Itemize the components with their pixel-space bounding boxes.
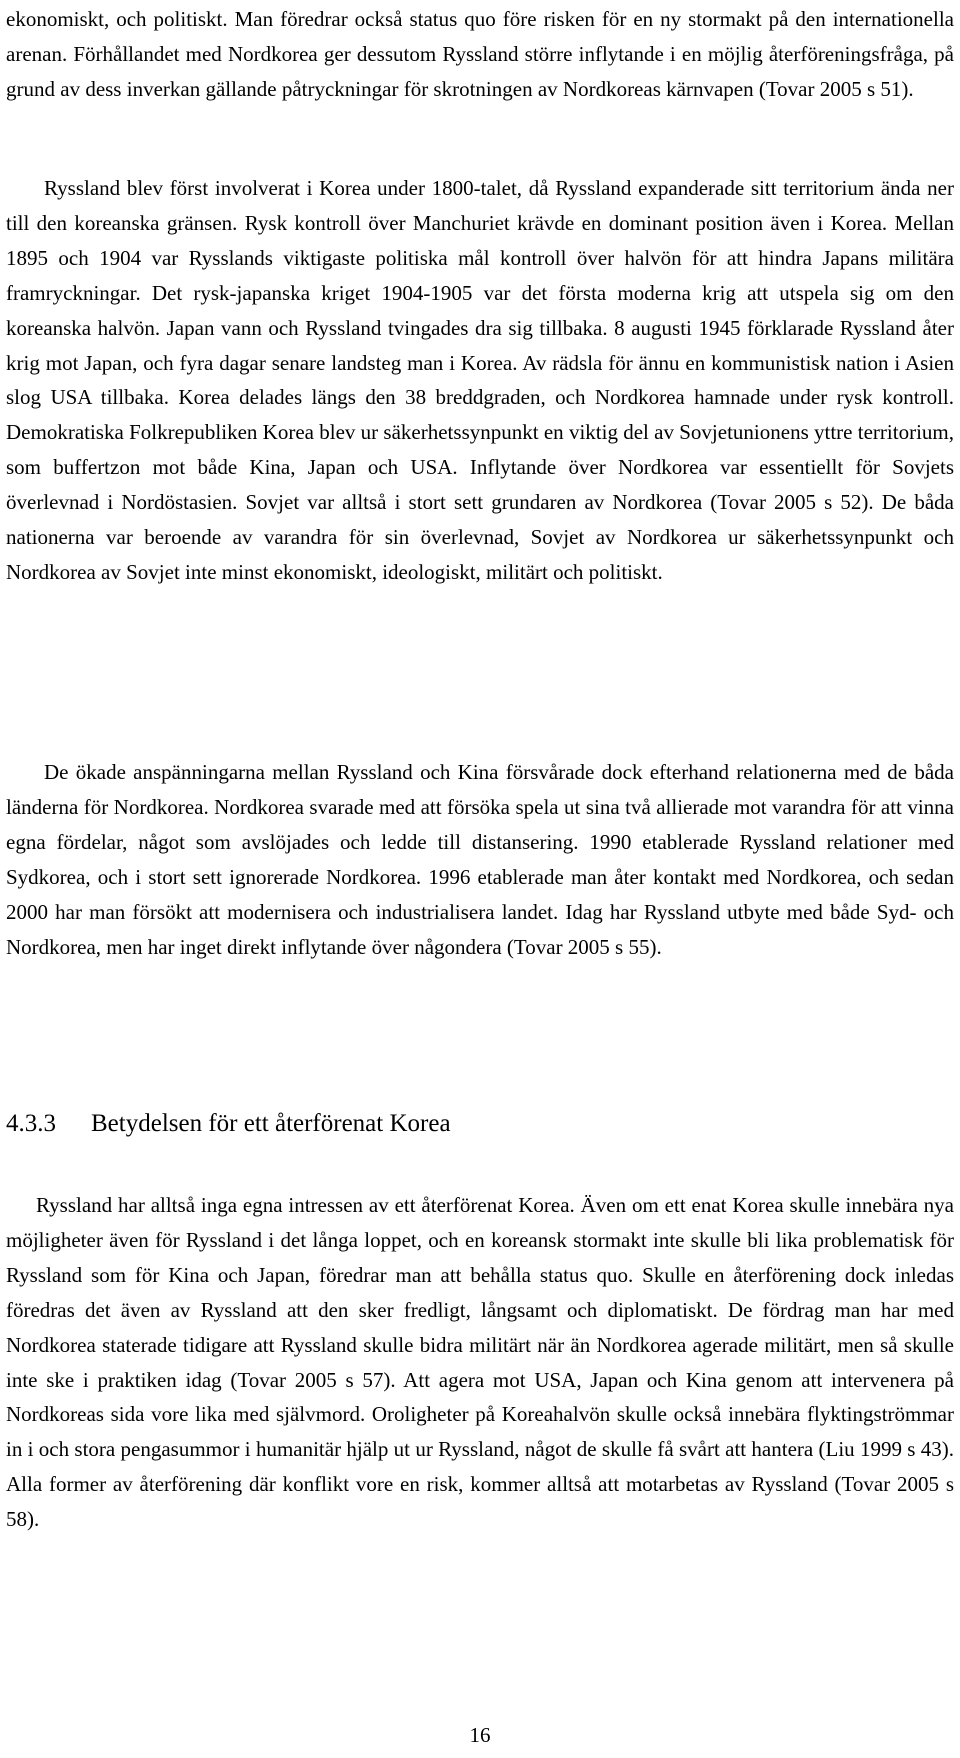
- section-number: 4.3.3: [6, 1110, 56, 1137]
- section-title: Betydelsen för ett återförenat Korea: [91, 1110, 451, 1137]
- body-paragraph-continued: ekonomiskt, och politiskt. Man föredrar också status quo före risken för en ny stormakt på den internationella arenan. Förhållandet med Nordkorea ger dessutom Ryssland större inflytande i en möjlig återföreningsfråga, på grund av dess inverkan gällande påtryckningar för skrotningen av Nordkoreas kärnvapen (Tovar 2005 s 51).: [6, 7, 954, 101]
- section-paragraph: Ryssland har alltså inga egna intressen av ett återförenat Korea. Även om ett enat Korea skulle innebära nya möjligheter även för Ryssland i det långa loppet, och en koreansk stormakt inte skulle bli lika problematisk för Ryssland som för Kina och Japan, föredrar man att behålla status quo. Skulle en återförening dock inledas föredras det även av Ryssland att den sker fredligt, långsamt och diplomatiskt. De fördrag man har med Nordkorea staterade tidigare att Ryssland skulle bidra militärt när än Nordkorea agerade militärt, men så skulle inte ske i praktiken idag (Tovar 2005 s 57). Att agera mot USA, Japan och Kina genom att intervenera på Nordkoreas sida vore lika med självmord. Oroligheter på Koreahalvön skulle också innebära flyktingströmmar in i och stora pengasummor i humanitär hjälp ut ur Ryssland, något de skulle få svårt att hantera (Liu 1999 s 43). Alla former av återförening där konflikt vore en risk, kommer alltså att motarbetas av Ryssland (Tovar 2005 s 58).: [6, 1193, 954, 1532]
- section-heading: [6, 1104, 451, 1144]
- body-paragraph-relations: De ökade anspänningarna mellan Ryssland och Kina försvårade dock efterhand relationerna med de båda länderna för Nordkorea. Nordkorea svarade med att försöka spela ut sina två allierade mot varandra för att vinna egna fördelar, något som avslöjades och ledde till distansering. 1990 etablerade Ryssland relationer med Sydkorea, och i stort sett ignorerade Nordkorea. 1996 etablerade man åter kontakt med Nordkorea, och sedan 2000 har man försökt att modernisera och industrialisera landet. Idag har Ryssland utbyte med både Syd- och Nordkorea, men har inget direkt inflytande över någondera (Tovar 2005 s 55).: [6, 760, 954, 959]
- body-paragraph-history: Ryssland blev först involverat i Korea under 1800-talet, då Ryssland expanderade sitt territorium ända ner till den koreanska gränsen. Rysk kontroll över Manchuriet krävde en dominant position även i Korea. Mellan 1895 och 1904 var Rysslands viktigaste politiska mål kontroll över halvön för att hindra Japans militära framryckningar. Det rysk-japanska kriget 1904-1905 var det första moderna krig att utspela sig om den koreanska halvön. Japan vann och Ryssland tvingades dra sig tillbaka. 8 augusti 1945 förklarade Ryssland åter krig mot Japan, och fyra dagar senare landsteg man i Korea. Av rädsla för ännu en kommunistisk nation i Asien slog USA tillbaka. Korea delades längs den 38 breddgraden, och Nordkorea hamnade under rysk kontroll. Demokratiska Folkrepubliken Korea blev ur säkerhetssynpunkt en viktig del av Sovjetunionens yttre territorium, som buffertzon mot både Kina, Japan och USA. Inflytande över Nordkorea var essentiellt för Sovjets överlevnad i Nordöstasien. Sovjet var alltså i stort sett grundaren av Nordkorea (Tovar 2005 s 52). De båda nationerna var beroende av varandra för sin överlevnad, Sovjet av Nordkorea ur säkerhetssynpunkt och Nordkorea av Sovjet inte minst ekonomiskt, ideologiskt, militärt och politiskt.: [6, 176, 954, 584]
- page-number: 16: [469, 1723, 491, 1747]
